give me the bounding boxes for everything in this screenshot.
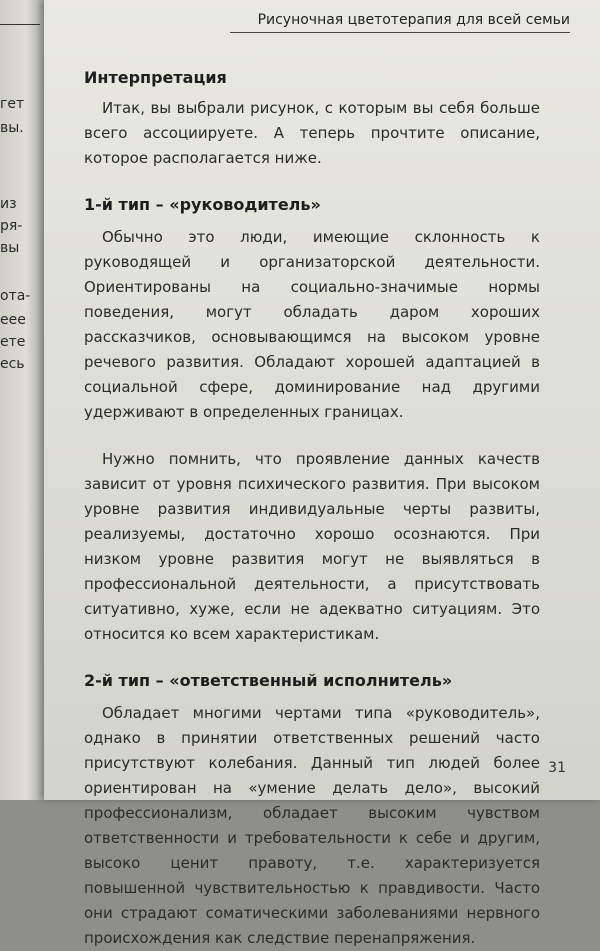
- paragraph-gap: [84, 425, 540, 447]
- book-page: [44, 0, 600, 947]
- previous-page-fragment: есь: [0, 356, 25, 372]
- running-head: Рисуночная цветотерапия для всей семьи: [230, 12, 570, 33]
- page-content: [84, 66, 540, 951]
- previous-page-fragment: из: [0, 196, 17, 212]
- previous-page-fragment: гет: [0, 96, 25, 112]
- interpretation-paragraph: Итак, вы выбрали рисунок, с которым вы себя больше всего ассоциируете. А теперь прочтите описание, которое располагается ниже.: [84, 99, 540, 167]
- type1-heading: 1-й тип – «руководитель»: [84, 195, 321, 214]
- type1-paragraph-2: Нужно помнить, что проявление данных качеств зависит от уровня психического развития. При высоком уровне развития индивидуальные черты развиты, реализуемы, достаточно хорошо осознаются. При низком уровне развития могут не выявляться в профессиональной деятельности, а присутствовать ситуативно, хуже, если не адекватно ситуациям. Это относится ко всем характеристикам.: [84, 450, 540, 643]
- previous-page-fragment: ете: [0, 334, 26, 350]
- type2-paragraph-1: Обладает многими чертами типа «руководитель», однако в принятии ответственных решений часто присутствуют колебания. Данный тип людей более ориентирован на «умение делать дело», высокий профессионализм, обладает высоким чувством ответственности и требовательности к себе и другим, высоко ценит правоту, т.е. характеризуется повышенной чувствительностью к правдивости. Часто они страдают соматическими заболеваниями нервного происхождения как следствие перенапряжения.: [84, 704, 540, 947]
- previous-page-fragment: еее: [0, 312, 26, 328]
- previous-page-header-rule: [0, 24, 40, 25]
- type2-heading: 2-й тип – «ответственный исполнитель»: [84, 671, 453, 690]
- type1-paragraph-1: Обычно это люди, имеющие склонность к руководящей и организаторской деятельности. Ориентированы на социально-значимые нормы поведения, могут обладать даром хороших рассказчиков, основывающимся на высоком уровне речевого развития. Обладают хорошей адаптацией в социальной сфере, доминирование над другими удерживают в определенных границах.: [84, 228, 540, 421]
- previous-page-fragment: ота-: [0, 288, 31, 304]
- previous-page-fragment: вы.: [0, 120, 24, 136]
- page-number: 31: [548, 760, 566, 776]
- interpretation-heading: Интерпретация: [84, 68, 227, 87]
- previous-page-fragment: ря-: [0, 218, 23, 234]
- previous-page-fragment: вы: [0, 240, 20, 256]
- previous-page-edge: [0, 0, 48, 800]
